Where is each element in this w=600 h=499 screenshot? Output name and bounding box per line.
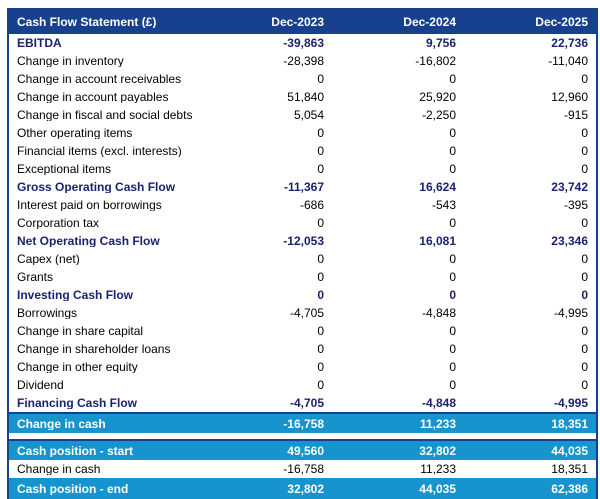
row-value: 0 [581, 253, 588, 265]
table-row [9, 358, 596, 376]
table-row [9, 268, 596, 286]
row-value: 0 [449, 145, 456, 157]
row-label: Change in account receivables [17, 73, 182, 85]
table-row [9, 178, 596, 196]
table-row [9, 124, 596, 142]
row-label: Gross Operating Cash Flow [17, 181, 176, 193]
row-value: 0 [449, 325, 456, 337]
row-value: 18,351 [551, 463, 588, 475]
row-value: 62,386 [551, 482, 588, 495]
row-label: Corporation tax [17, 217, 100, 229]
table-row [9, 106, 596, 124]
table-title: Cash Flow Statement (£) [17, 16, 157, 28]
row-value: 11,233 [420, 463, 456, 475]
row-value: 51,840 [287, 91, 324, 103]
row-value: 0 [449, 379, 456, 391]
row-value: 0 [581, 271, 588, 283]
row-value: 0 [317, 73, 324, 85]
column-header-dec-2023: Dec-2023 [271, 16, 324, 28]
row-value: -2,250 [421, 109, 456, 121]
row-value: 0 [581, 163, 588, 175]
table-row [9, 88, 596, 106]
table-row [9, 250, 596, 268]
row-value: 0 [317, 145, 324, 157]
row-value: 32,802 [287, 482, 324, 495]
row-label: Borrowings [17, 307, 78, 319]
row-value: -11,040 [548, 55, 588, 67]
row-label: Change in shareholder loans [17, 343, 171, 355]
table-row [9, 142, 596, 160]
row-value: 9,756 [425, 37, 456, 49]
row-value: 44,035 [419, 482, 456, 495]
table-row [9, 304, 596, 322]
row-value: 0 [317, 217, 324, 229]
row-value: 32,802 [419, 444, 456, 457]
row-value: 0 [581, 73, 588, 85]
row-value: 0 [581, 127, 588, 139]
row-value: -4,705 [289, 397, 324, 409]
row-value: 0 [317, 325, 324, 337]
table-row [9, 286, 596, 304]
row-value: 0 [581, 379, 588, 391]
row-value: 0 [581, 325, 588, 337]
table-row [9, 34, 596, 52]
row-label: Financial items (excl. interests) [17, 145, 182, 157]
row-value: -543 [431, 199, 456, 211]
row-label: Change in share capital [17, 325, 144, 337]
table-row [9, 460, 596, 478]
row-value: 0 [449, 163, 456, 175]
row-value: 16,081 [419, 235, 456, 247]
row-value: -16,758 [283, 463, 324, 475]
row-value: 0 [581, 145, 588, 157]
row-label: EBITDA [17, 37, 62, 49]
table-body [9, 34, 596, 499]
row-value: -915 [563, 109, 588, 121]
row-label: Change in inventory [17, 55, 124, 67]
row-label: Change in account payables [17, 91, 169, 103]
row-value: 0 [317, 343, 324, 355]
row-value: -4,848 [421, 307, 456, 319]
row-value: 23,346 [551, 235, 588, 247]
row-value: 16,624 [419, 181, 456, 193]
row-value: 0 [317, 289, 324, 301]
row-value: 0 [449, 289, 456, 301]
row-value: 0 [449, 271, 456, 283]
row-label: Dividend [17, 379, 64, 391]
row-label: Change in other equity [17, 361, 138, 373]
row-value: 0 [317, 379, 324, 391]
row-value: -4,995 [553, 397, 588, 409]
row-value: -39,863 [283, 37, 324, 49]
row-value: 18,351 [551, 417, 588, 430]
row-value: -4,995 [553, 307, 588, 319]
row-value: -16,802 [415, 55, 456, 67]
row-label: Grants [17, 271, 54, 283]
row-value: 0 [317, 271, 324, 283]
row-value: 23,742 [551, 181, 588, 193]
row-label: Financing Cash Flow [17, 397, 138, 409]
cash-flow-table [7, 8, 598, 499]
row-value: 5,054 [293, 109, 324, 121]
row-label: Cash position - start [17, 444, 134, 457]
row-value: 0 [317, 163, 324, 175]
row-label: Cash position - end [17, 482, 129, 495]
row-label: Change in cash [17, 417, 106, 430]
row-value: 0 [449, 127, 456, 139]
row-value: 0 [581, 217, 588, 229]
row-value: 0 [449, 253, 456, 265]
table-row [9, 412, 596, 433]
row-value: -395 [563, 199, 588, 211]
table-row [9, 376, 596, 394]
row-value: 0 [317, 361, 324, 373]
table-row [9, 232, 596, 250]
row-value: 49,560 [287, 444, 324, 457]
table-header-row [9, 10, 596, 34]
row-value: 22,736 [551, 37, 588, 49]
row-value: 0 [581, 343, 588, 355]
row-value: -4,848 [421, 397, 456, 409]
row-value: 25,920 [419, 91, 456, 103]
row-value: -28,398 [283, 55, 324, 67]
table-row [9, 340, 596, 358]
row-value: 0 [317, 127, 324, 139]
row-label: Change in fiscal and social debts [17, 109, 193, 121]
row-value: 12,960 [551, 91, 588, 103]
table-row [9, 478, 596, 499]
row-label: Change in cash [17, 463, 101, 475]
row-value: 0 [449, 361, 456, 373]
row-value: 0 [581, 289, 588, 301]
table-row [9, 322, 596, 340]
table-row [9, 160, 596, 178]
row-value: -686 [299, 199, 324, 211]
table-row [9, 52, 596, 70]
table-row [9, 214, 596, 232]
row-value: -4,705 [289, 307, 324, 319]
table-row [9, 439, 596, 460]
row-label: Exceptional items [17, 163, 112, 175]
table-row [9, 70, 596, 88]
row-label: Interest paid on borrowings [17, 199, 162, 211]
table-row [9, 394, 596, 412]
row-value: 0 [449, 343, 456, 355]
row-label: Capex (net) [17, 253, 80, 265]
row-value: 0 [581, 361, 588, 373]
row-value: 0 [449, 73, 456, 85]
row-value: 11,233 [419, 417, 456, 430]
row-value: 0 [317, 253, 324, 265]
row-value: 0 [449, 217, 456, 229]
row-value: -11,367 [283, 181, 324, 193]
column-header-dec-2024: Dec-2024 [403, 16, 456, 28]
column-header-dec-2025: Dec-2025 [535, 16, 588, 28]
row-value: 44,035 [551, 444, 588, 457]
row-label: Other operating items [17, 127, 133, 139]
row-label: Net Operating Cash Flow [17, 235, 160, 247]
row-value: -16,758 [283, 417, 324, 430]
row-value: -12,053 [283, 235, 324, 247]
table-row [9, 196, 596, 214]
row-label: Investing Cash Flow [17, 289, 134, 301]
